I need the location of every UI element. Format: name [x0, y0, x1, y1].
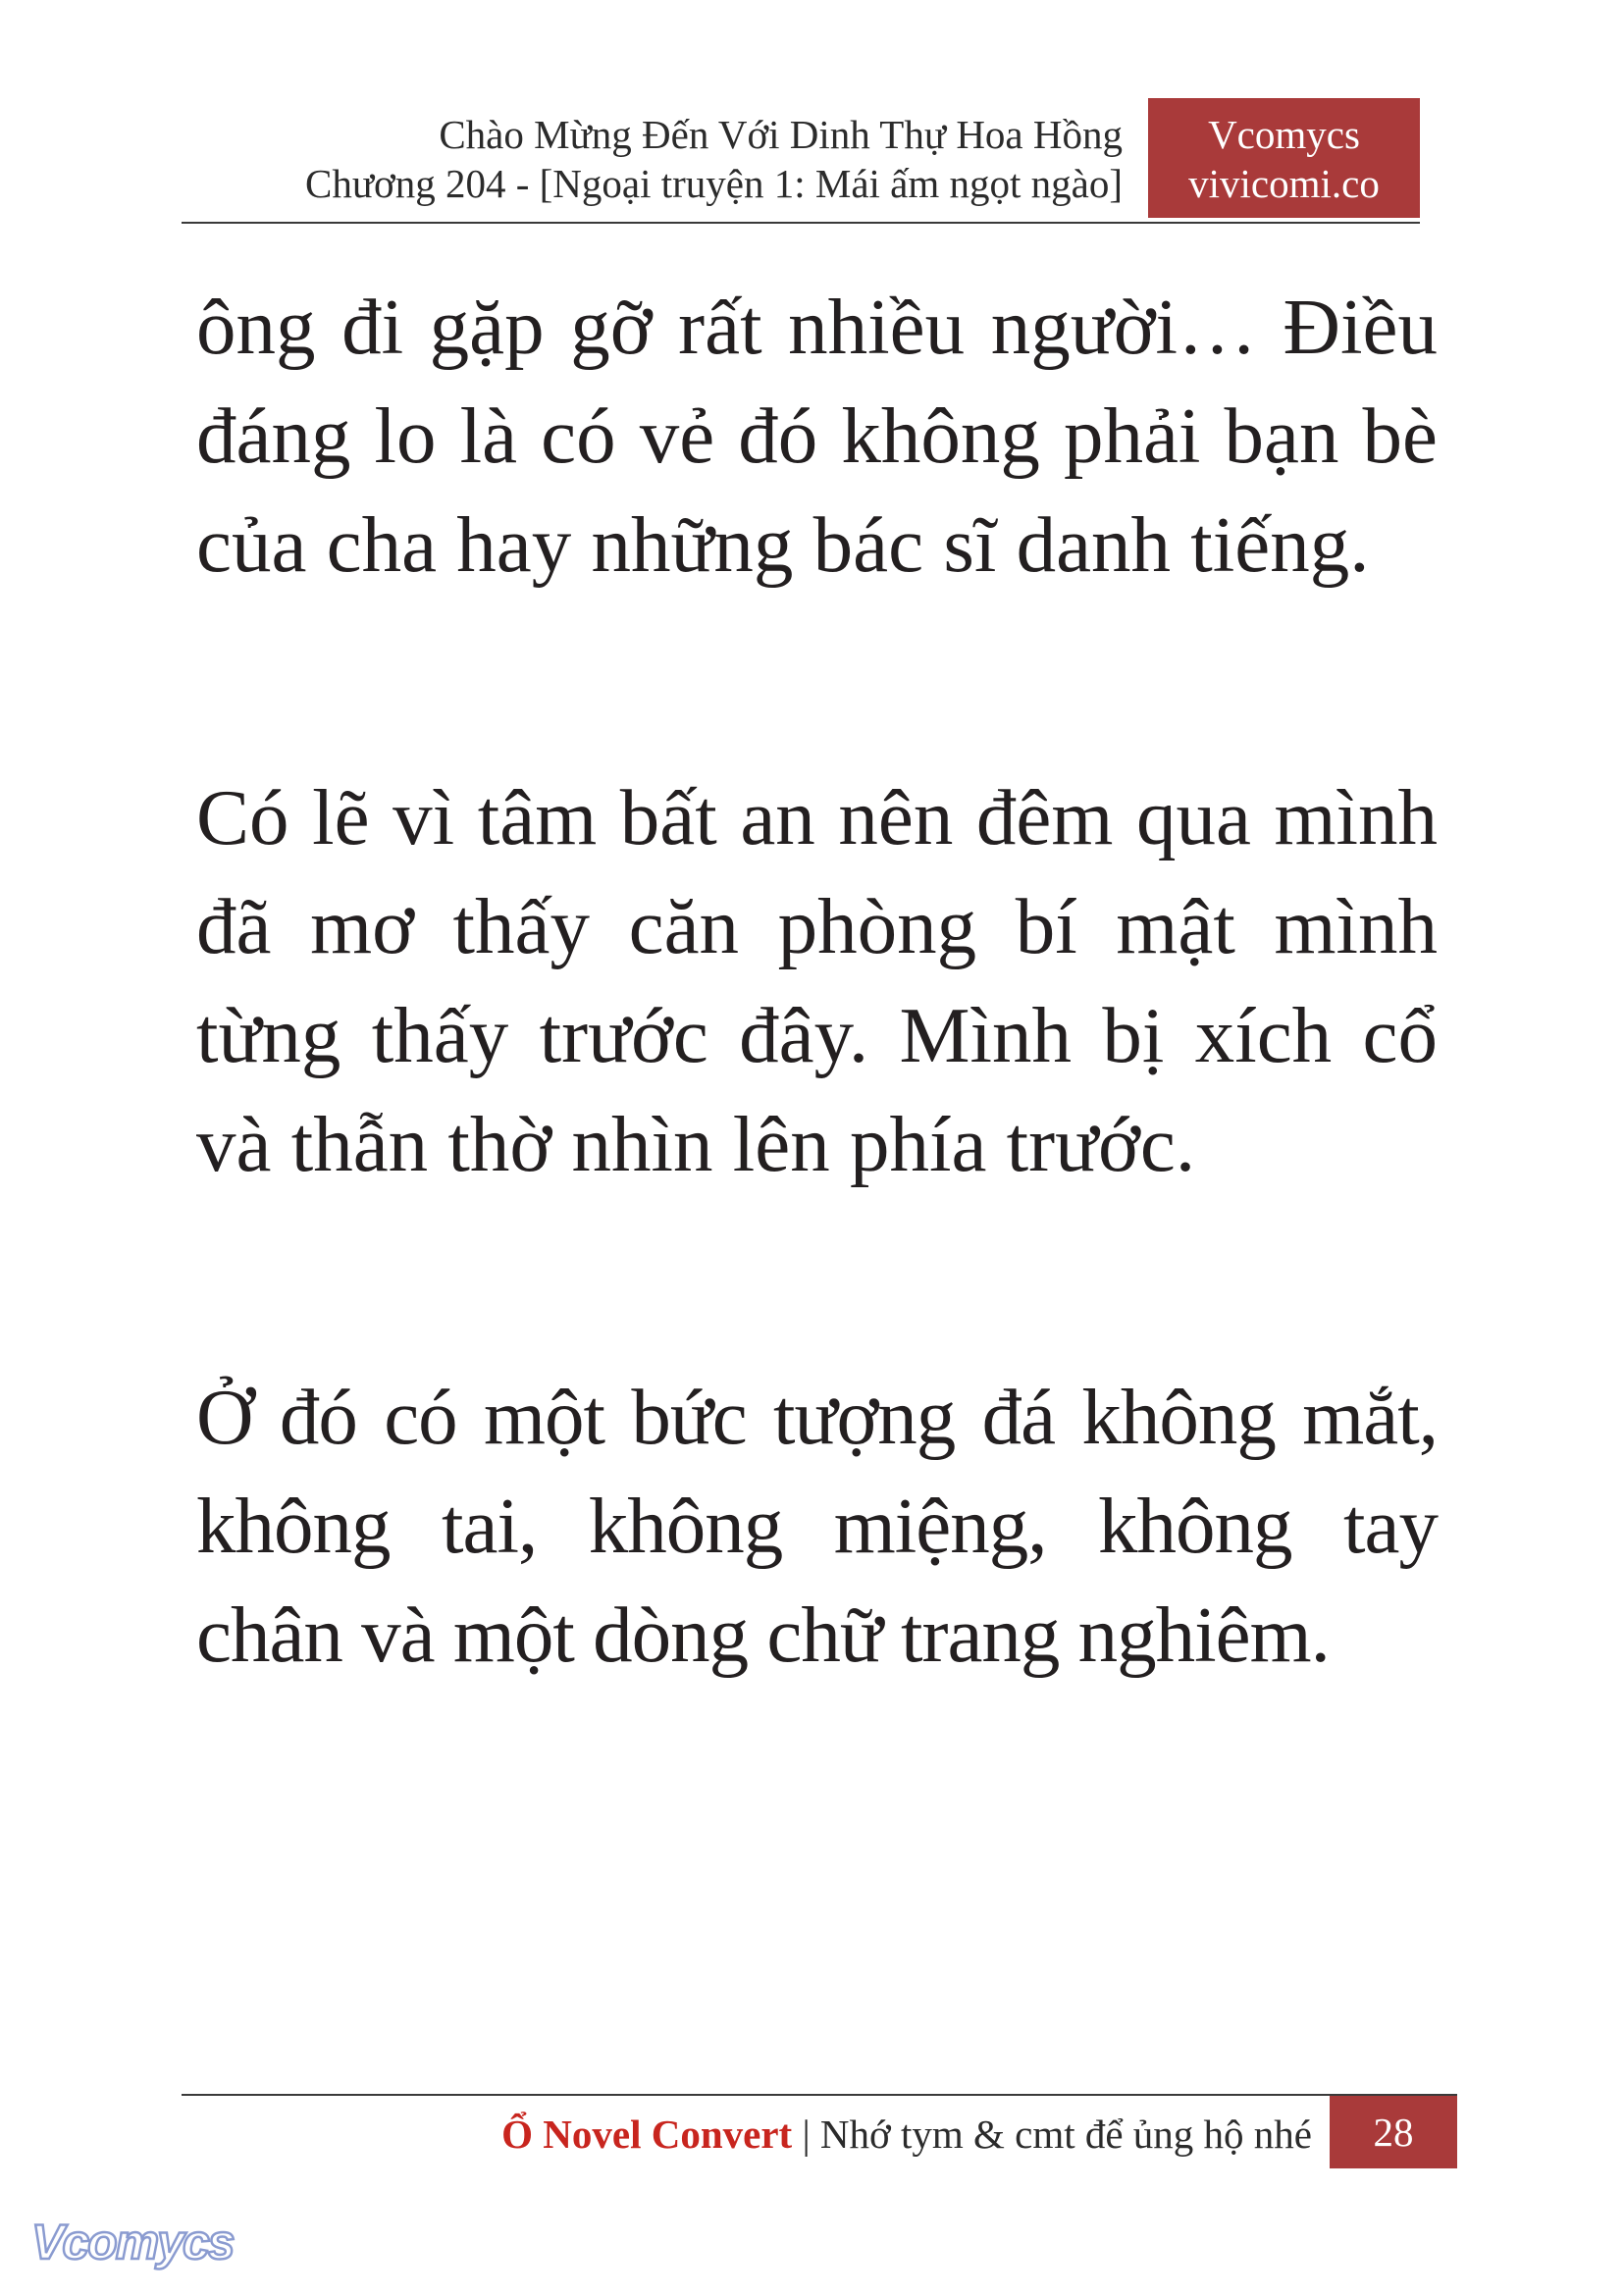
paragraph: Ở đó có một bức tượng đá không mắt, không tai, không miệng, không tay chân và một dòng chữ trang nghiêm.	[196, 1373, 1438, 1679]
footer-message-line	[501, 2104, 1312, 2165]
brand-name: Vcomycs	[1208, 112, 1360, 157]
brand-site: vivicomi.co	[1188, 161, 1380, 206]
paragraph: Có lẽ vì tâm bất an nên đêm qua mình đã mơ thấy căn phòng bí mật mình từng thấy trước đây. Mình bị xích cổ và thẫn thờ nhìn lên phía trước.	[196, 773, 1438, 1188]
watermark-text: Vcomycs	[31, 2215, 234, 2269]
page-header	[182, 98, 1420, 224]
paragraph: ông đi gặp gỡ rất nhiều người… Điều đáng lo là có vẻ đó không phải bạn bè của cha hay những bác sĩ danh tiếng.	[196, 283, 1438, 589]
book-title: Chào Mừng Đến Với Dinh Thự Hoa Hồng	[439, 112, 1123, 157]
vcomycs-watermark-logo	[27, 2206, 253, 2276]
chapter-body	[196, 273, 1438, 1690]
page-number: 28	[1330, 2096, 1457, 2168]
footer-brand: Ổ Novel Convert	[501, 2112, 793, 2157]
brand-badge	[1148, 98, 1420, 218]
page-footer	[182, 2094, 1457, 2172]
chapter-title: Chương 204 - [Ngoại truyện 1: Mái ấm ngọt ngào]	[304, 161, 1123, 206]
footer-message: Nhớ tym & cmt để ủng hộ nhé	[819, 2112, 1312, 2157]
footer-separator: |	[802, 2112, 811, 2157]
header-titles	[305, 110, 1123, 208]
